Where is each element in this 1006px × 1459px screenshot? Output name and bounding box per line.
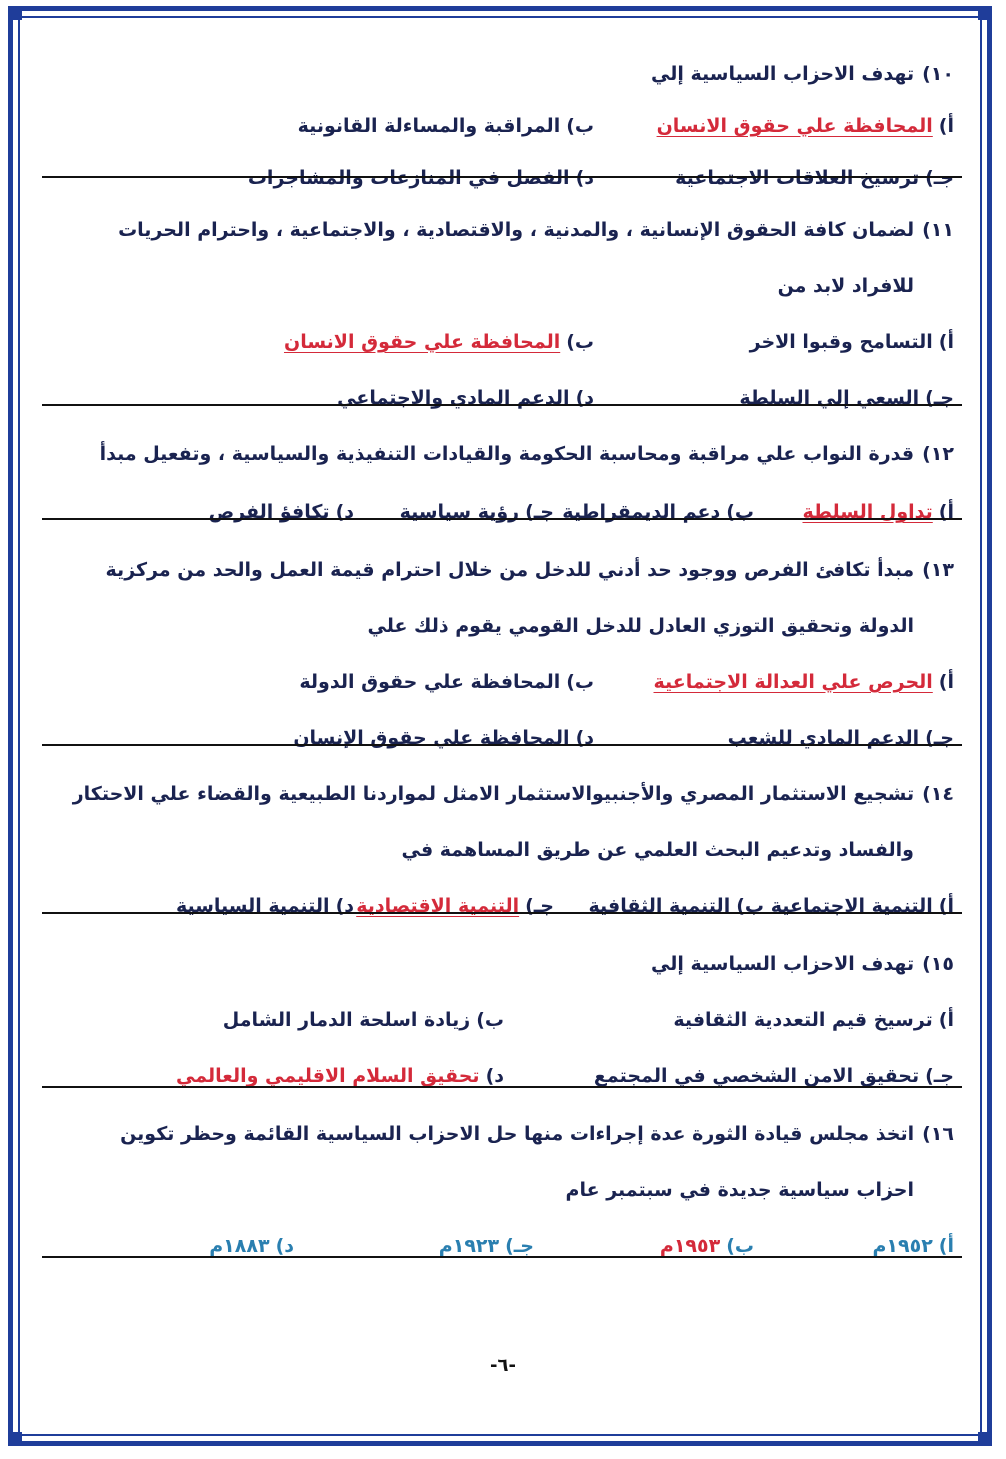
option-letter: د) [485,1065,504,1087]
question-number: ١٥) [922,953,954,975]
question-text-line [50,54,954,94]
answer-option[interactable] [299,662,594,702]
correct-answer-text: التنمية الاقتصادية [356,895,520,917]
option-text: دعم الديمقراطية [562,501,721,523]
answer-option[interactable] [176,1056,504,1096]
option-letter: ب) [566,115,594,137]
answer-option[interactable] [439,1226,534,1266]
question-separator [42,912,962,914]
answer-option[interactable] [872,1226,954,1266]
answer-option[interactable] [594,1056,954,1096]
question-text: مبدأ تكافئ الفرص ووجود حد أدني للدخل من خلال احترام قيمة العمل والحد من مركزية [105,559,915,581]
question-text: تهدف الاحزاب السياسية إلي [651,63,915,85]
answer-option[interactable] [750,322,954,362]
option-letter: جـ) [505,1235,534,1257]
option-letter: جـ) [525,895,554,917]
correct-answer-text: تداول السلطة [802,501,933,523]
option-letter: د) [575,727,594,749]
answer-option[interactable] [293,718,594,758]
question-separator [42,404,962,406]
question-separator [42,518,962,520]
answer-option[interactable] [209,1226,294,1266]
answer-option[interactable] [400,492,554,532]
option-text: تكافؤ الفرص [208,501,330,523]
question-text-line [50,1114,954,1154]
option-text: التنمية الثقافية [588,895,731,917]
question-text: احزاب سياسية جديدة في سبتمبر عام [565,1179,914,1201]
question-text-line [50,434,954,474]
option-text: الفصل في المنازعات والمشاجرات [247,167,570,189]
option-text: المحافظة علي حقوق الدولة [299,671,561,693]
option-text: الدعم المادي والاجتماعي [337,387,570,409]
option-text: الدعم المادي للشعب [727,727,920,749]
question-text: قدرة النواب علي مراقبة ومحاسبة الحكومة والقيادات التنفيذية والسياسية ، وتفعيل مبدأ [99,443,915,465]
option-letter: جـ) [525,501,554,523]
answer-option[interactable] [176,886,354,926]
option-letter: ب) [726,1235,754,1257]
question-separator [42,744,962,746]
correct-answer-text: تحقيق السلام الاقليمي والعالمي [176,1065,480,1087]
answer-option[interactable] [802,492,954,532]
option-letter: جـ) [925,1065,954,1087]
frame-corner-bottom-left [8,1432,22,1446]
option-letter: د) [335,501,354,523]
question-text: اتخذ مجلس قيادة الثورة عدة إجراءات منها حل الاحزاب السياسية القائمة وحظر تكوين [120,1123,915,1145]
question-text: تهدف الاحزاب السياسية إلي [651,953,915,975]
question-text: الدولة وتحقيق التوزي العادل للدخل القومي يقوم ذلك علي [367,615,914,637]
answer-option[interactable] [284,322,594,362]
question-separator [42,1256,962,1258]
option-letter: ب) [566,671,594,693]
answer-option[interactable] [771,886,954,926]
option-letter: أ) [938,671,954,693]
option-letter: ب) [736,895,764,917]
answer-option[interactable] [223,1000,504,1040]
option-letter: ب) [476,1009,504,1031]
option-text: تحقيق الامن الشخصي في المجتمع [593,1065,920,1087]
option-letter: جـ) [925,727,954,749]
option-letter: جـ) [925,167,954,189]
answer-option[interactable] [657,106,954,146]
option-letter: د) [335,895,354,917]
answer-option[interactable] [673,1000,954,1040]
answer-option[interactable] [298,106,594,146]
correct-answer-text: المحافظة علي حقوق الانسان [656,115,933,137]
question-text: لضمان كافة الحقوق الإنسانية ، والمدنية ، والاقتصادية ، والاجتماعية ، واحترام الحريات [118,219,915,241]
question-text: تشجيع الاستثمار المصري والأجنبيوالاستثمار الامثل لمواردنا الطبيعية والقضاء علي الاحتكار [72,783,915,805]
question-separator [42,176,962,178]
answer-option[interactable] [654,662,954,702]
question-text-line [50,210,954,250]
option-letter: أ) [938,1009,954,1031]
option-letter: ب) [726,501,754,523]
option-letter: أ) [938,501,954,523]
option-letter: د) [575,387,594,409]
question-text: والفساد وتدعيم البحث العلمي عن طريق المساهمة في [401,839,914,861]
answer-option[interactable] [356,886,554,926]
question-text: للافراد لابد من [777,275,914,297]
question-text-line [50,830,914,870]
correct-answer-text: المحافظة علي حقوق الانسان [283,331,561,353]
option-text: ترسيخ العلاقات الاجتماعية [675,167,920,189]
option-text: التنمية السياسية [175,895,330,917]
option-text: السعي إلي السلطة [739,387,920,409]
frame-corner-bottom-right [978,1432,992,1446]
question-number: ١١) [922,219,954,241]
question-number: ١٠) [922,63,954,85]
question-separator [42,1086,962,1088]
option-text: المحافظة علي حقوق الإنسان [293,727,570,749]
option-text: ترسيخ قيم التعددية الثقافية [673,1009,933,1031]
answer-option[interactable] [337,378,594,418]
option-text: المراقبة والمساءلة القانونية [297,115,561,137]
option-text: ١٩٥٢م [872,1235,933,1257]
answer-option[interactable] [728,718,954,758]
option-letter: أ) [938,115,954,137]
worksheet-page [30,24,974,1424]
option-text: التسامح وقبوا الاخر [749,331,933,353]
option-letter: جـ) [925,387,954,409]
option-letter: أ) [938,331,954,353]
question-number: ١٣) [922,559,954,581]
question-text-line [50,1170,914,1210]
answer-option[interactable] [675,158,954,198]
correct-answer-text: الحرص علي العدالة الاجتماعية [653,671,933,693]
option-letter: د) [575,167,594,189]
option-letter: د) [275,1235,294,1257]
option-letter: أ) [938,1235,954,1257]
option-text: رؤية سياسية [399,501,520,523]
answer-option[interactable] [739,378,954,418]
correct-answer-text: ١٩٥٣م [659,1235,721,1257]
answer-option[interactable] [562,492,754,532]
answer-option[interactable] [588,886,764,926]
frame-corner-top-right [978,6,992,20]
question-number: ١٢) [922,443,954,465]
question-text-line [50,606,914,646]
answer-option[interactable] [248,158,594,198]
question-number: ١٤) [922,783,954,805]
option-letter: ب) [566,331,594,353]
frame-corner-top-left [8,6,22,20]
question-text-line [50,944,954,984]
page-number: -٦- [490,1355,516,1376]
option-text: ١٨٨٣م [209,1235,270,1257]
option-text: ١٩٢٣م [438,1235,500,1257]
question-text-line [50,550,954,590]
answer-option[interactable] [209,492,354,532]
option-letter: أ) [938,895,954,917]
option-text: زيادة اسلحة الدمار الشامل [222,1009,471,1031]
question-text-line [50,774,954,814]
question-text-line [50,266,914,306]
answer-option[interactable] [660,1226,754,1266]
option-text: التنمية الاجتماعية [770,895,933,917]
question-number: ١٦) [922,1123,954,1145]
